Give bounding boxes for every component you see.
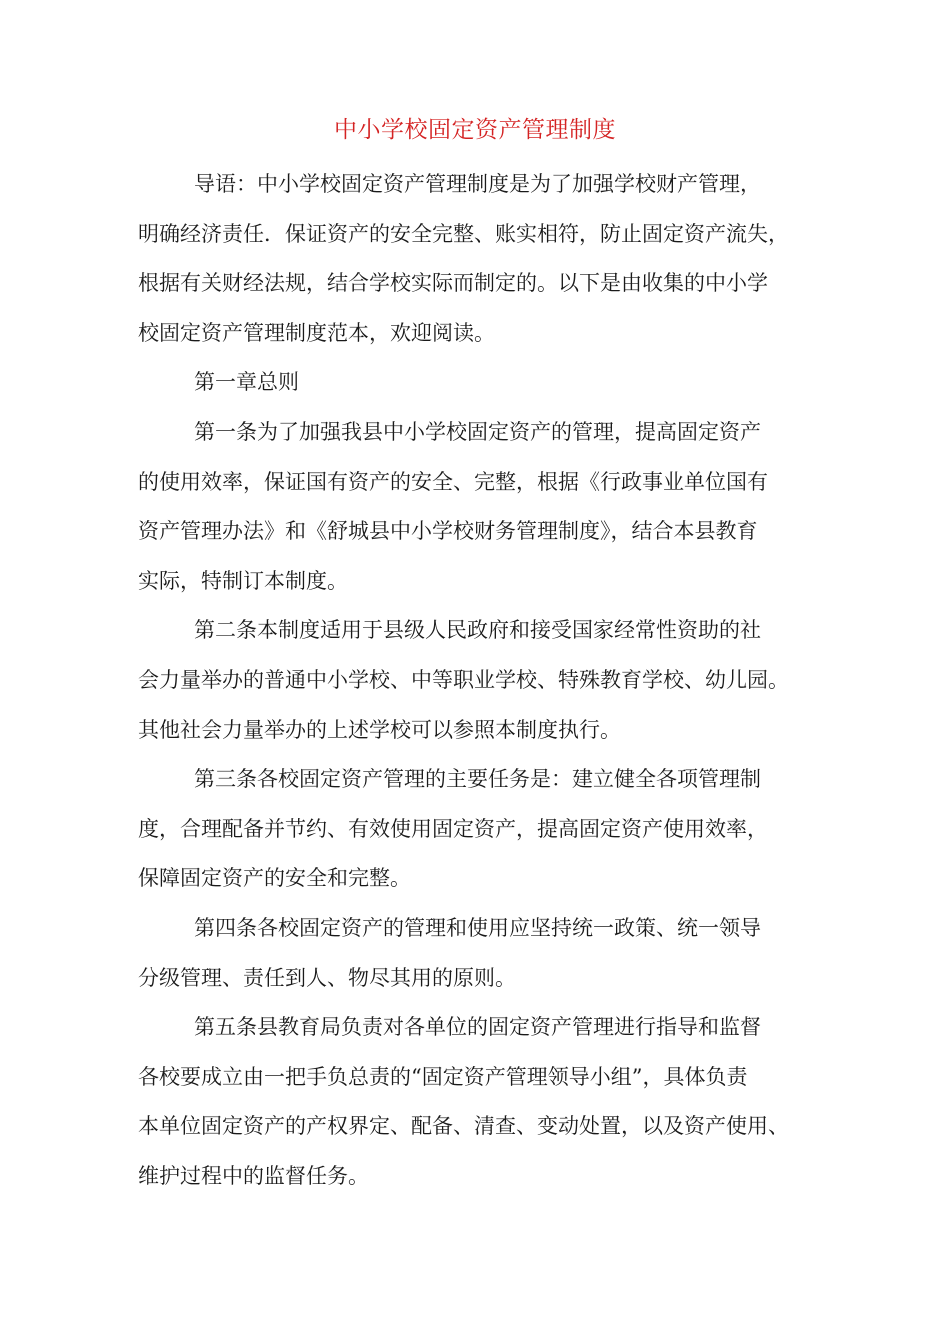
body-text-line: 根据有关财经法规，结合学校实际而制定的。以下是由收集的中小学: [138, 271, 768, 296]
body-text-line: 明确经济责任．保证资产的安全完整、账实相符，防止固定资产流失，: [138, 221, 789, 246]
body-text-line: 其他社会力量举办的上述学校可以参照本制度执行。: [138, 717, 621, 742]
body-text-line: 度，合理配备并节约、有效使用固定资产，提高固定资产使用效率，: [138, 816, 768, 841]
document-body: [138, 160, 843, 1201]
body-text-line: 保障固定资产的安全和完整。: [138, 866, 411, 891]
body-text-line: 第二条本制度适用于县级人民政府和接受国家经常性资助的社: [194, 618, 761, 643]
body-text-line: 本单位固定资产的产权界定、配备、清查、变动处置，以及资产使用、: [138, 1114, 789, 1139]
body-text-line: 维护过程中的监督任务。: [138, 1163, 369, 1188]
body-text-line: 校固定资产管理制度范本，欢迎阅读。: [138, 320, 495, 345]
body-text-line: 的使用效率，保证国有资产的安全、完整，根据《行政事业单位国有: [138, 469, 768, 494]
document-title: 中小学校固定资产管理制度: [334, 117, 616, 143]
body-text-line: 第四条各校固定资产的管理和使用应坚持统一政策、统一领导: [194, 915, 761, 940]
body-text-line: 第三条各校固定资产管理的主要任务是：建立健全各项管理制: [194, 767, 761, 792]
body-text-line: 第一章总则: [194, 370, 299, 395]
body-text-line: 资产管理办法》和《舒城县中小学校财务管理制度》，结合本县教育: [138, 519, 758, 544]
body-text-line: 第五条县教育局负责对各单位的固定资产管理进行指导和监督: [194, 1015, 761, 1040]
body-text-line: 第一条为了加强我县中小学校固定资产的管理，提高固定资产: [194, 419, 761, 444]
body-text-line: 实际，特制订本制度。: [138, 568, 348, 593]
body-text-line: 分级管理、责任到人、物尽其用的原则。: [138, 965, 516, 990]
body-text-line: 会力量举办的普通中小学校、中等职业学校、特殊教育学校、幼儿园。: [138, 667, 789, 692]
body-text-line: 各校要成立由一把手负总责的“固定资产管理领导小组”，具体负责: [138, 1064, 748, 1089]
body-text-line: 导语：中小学校固定资产管理制度是为了加强学校财产管理，: [194, 172, 761, 196]
